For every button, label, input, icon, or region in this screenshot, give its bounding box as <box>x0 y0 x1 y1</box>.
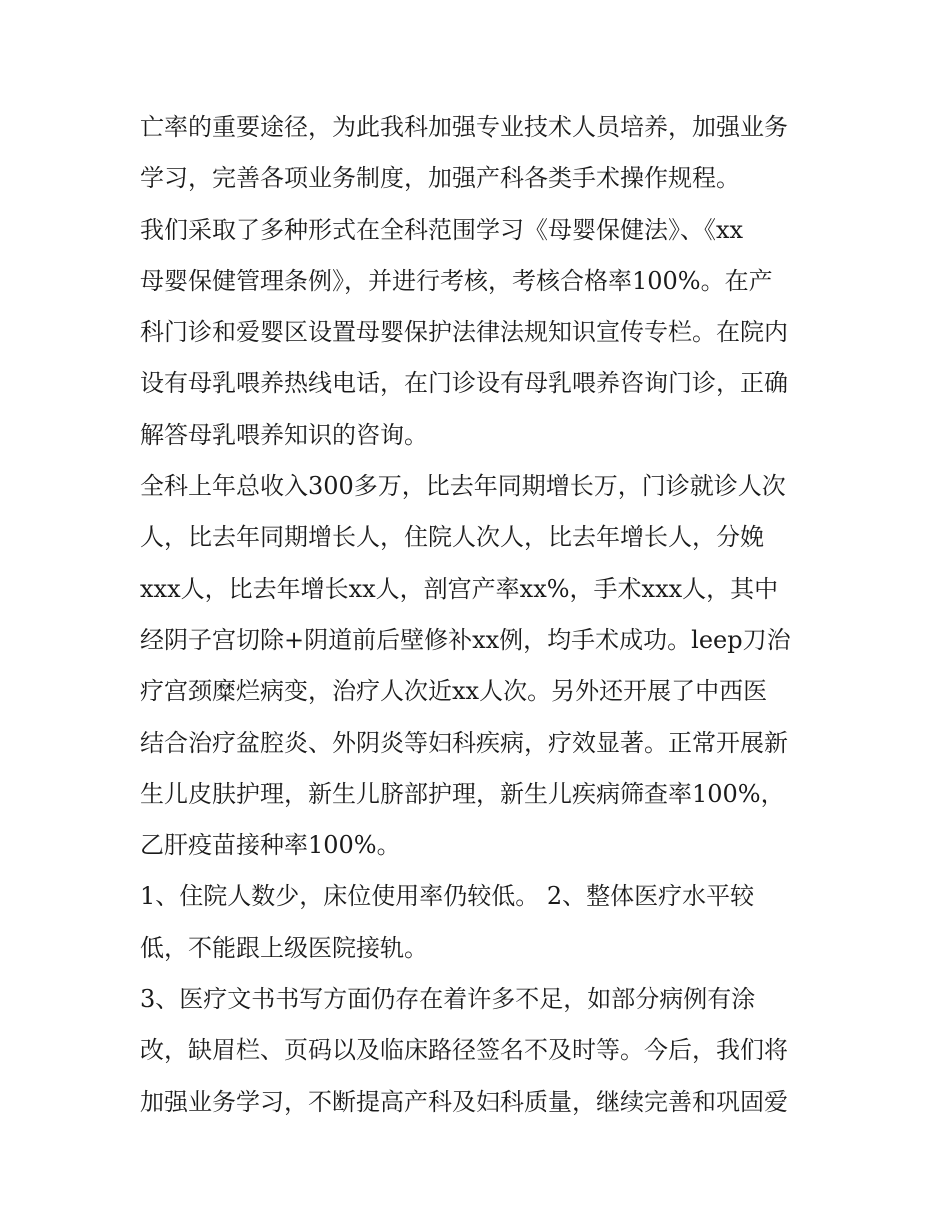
body-text <box>140 102 820 1128</box>
text-line-6: 设有母乳喂养热线电话，在门诊设有母乳喂养咨询门诊，正确 <box>140 369 788 398</box>
text-line-19: 改，缺眉栏、页码以及临床路径签名不及时等。今后，我们将 <box>140 1036 788 1065</box>
text-line-3: 我们采取了多种形式在全科范围学习《母婴保健法》、《xx <box>140 215 744 244</box>
text-line-7: 解答母乳喂养知识的咨询。 <box>140 420 428 449</box>
text-line-1: 亡率的重要途径，为此我科加强专业技术人员培养，加强业务 <box>140 113 788 141</box>
text-line-17: 低，不能跟上级医院接轨。 <box>140 933 428 962</box>
text-line-2: 学习，完善各项业务制度，加强产科各类手术操作规程。 <box>140 164 740 193</box>
text-line-18: 3、医疗文书书写方面仍存在着许多不足，如部分病例有涂 <box>140 985 756 1014</box>
text-line-14: 生儿皮肤护理，新生儿脐部护理，新生儿疾病筛查率100%， <box>140 779 785 808</box>
text-line-16: 1、住院人数少，床位使用率仍较低。 2、整体医疗水平较 <box>140 882 755 911</box>
text-line-12: 疗宫颈糜烂病变，治疗人次近xx人次。另外还开展了中西医 <box>140 677 768 706</box>
text-line-8: 全科上年总收入300多万，比去年同期增长万，门诊就诊人次 <box>140 472 786 501</box>
text-line-4: 母婴保健管理条例》，并进行考核，考核合格率100%。在产 <box>140 266 773 295</box>
text-line-11: 经阴子宫切除+阴道前后壁修补xx例，均手术成功。leep刀治 <box>140 625 791 654</box>
text-line-13: 结合治疗盆腔炎、外阴炎等妇科疾病，疗效显著。正常开展新 <box>140 728 788 757</box>
text-line-10: xxx人，比去年增长xx人，剖宫产率xx%，手术xxx人，其中 <box>140 574 779 603</box>
text-line-15: 乙肝疫苗接种率100%。 <box>140 831 401 860</box>
text-line-20: 加强业务学习，不断提高产科及妇科质量，继续完善和巩固爱 <box>140 1087 788 1116</box>
text-line-9: 人，比去年同期增长人，住院人次人，比去年增长人，分娩 <box>140 523 764 552</box>
text-line-5: 科门诊和爱婴区设置母婴保护法律法规知识宣传专栏。在院内 <box>140 318 788 347</box>
